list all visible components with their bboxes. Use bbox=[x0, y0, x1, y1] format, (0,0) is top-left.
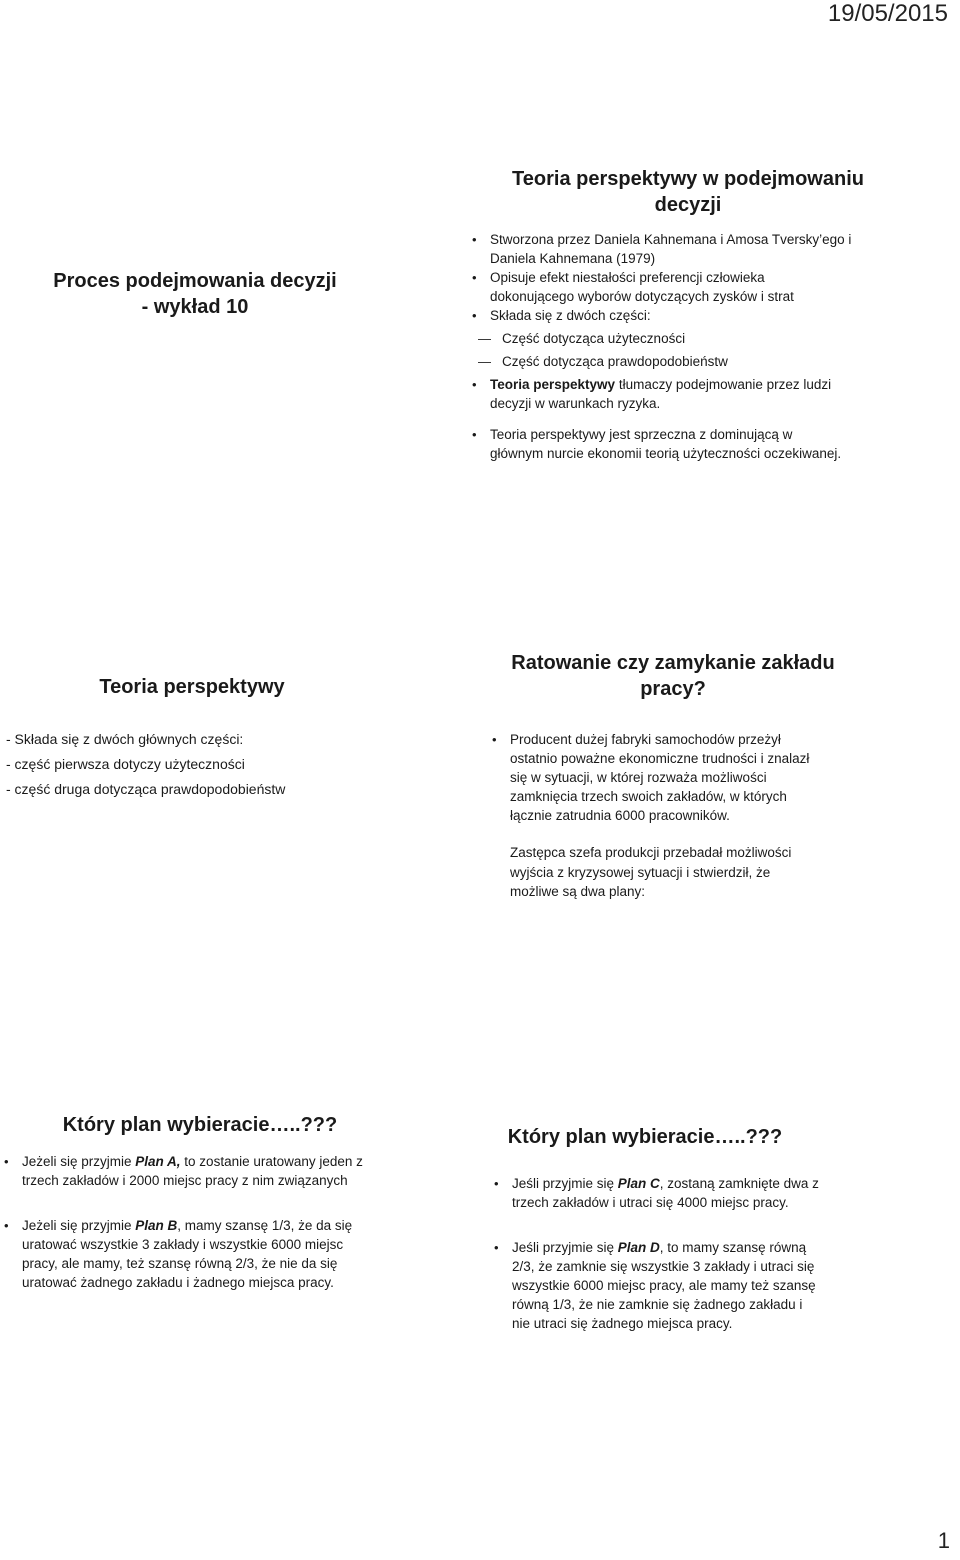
list-item: • Teoria perspektywy jest sprzeczna z dominującą w głównym nurcie ekonomii teorią użyteczności oczekiwanej. bbox=[468, 425, 948, 463]
slide-4-bullets bbox=[488, 730, 928, 825]
list-item: • Stworzona przez Daniela Kahnemana i Amosa Tversky’ego i Daniela Kahnemana (1979) bbox=[468, 230, 948, 268]
list-item: • Składa się z dwóch części: bbox=[468, 306, 948, 325]
page-number: 1 bbox=[937, 1528, 950, 1553]
slide-4-title: Ratowanie czy zamykanie zakładu pracy? bbox=[511, 652, 835, 700]
list-item: • Jeżeli się przyjmie Plan B, mamy szansę 1/3, że da się uratować wszystkie 3 zakłady i wszystkie 6000 miejsc pracy, ale mamy, też szansę równą 2/3, że nie da się uratować żadnego zakładu i żadnego miejsca pracy. bbox=[0, 1216, 420, 1292]
list-item: - część pierwsza dotyczy użyteczności bbox=[6, 756, 245, 772]
slide-2-bullets bbox=[468, 230, 948, 463]
slide-5-bullets bbox=[0, 1152, 420, 1292]
slide-4 bbox=[488, 650, 928, 902]
list-item: • Producent dużej fabryki samochodów przeżył ostatnio poważne ekonomiczne trudności i znalazł się w sytuacji, w której rozważa możliwości zamknięcia trzech swoich zakładów, w których łącznie zatrudnia 6000 pracowników. bbox=[488, 730, 928, 825]
list-item: - Składa się z dwóch głównych części: bbox=[6, 731, 244, 747]
list-item: • Teoria perspektywy tłumaczy podejmowanie przez ludzi decyzji w warunkach ryzyka. bbox=[468, 375, 948, 413]
slide-5 bbox=[0, 1112, 420, 1292]
sub-list-item: — Część dotycząca użyteczności bbox=[468, 329, 948, 348]
slide-3-list bbox=[0, 728, 384, 800]
slide-3-title: Teoria perspektywy bbox=[99, 676, 285, 698]
slide-6-title: Który plan wybieracie…..??? bbox=[507, 1126, 783, 1148]
slide-6-bullets bbox=[490, 1174, 930, 1333]
list-item: - część druga dotycząca prawdopodobieństw bbox=[6, 781, 286, 797]
list-item: • Jeśli przyjmie się Plan D, to mamy szansę równą 2/3, że zamknie się wszystkie 3 zakłady i utraci się wszystkie 6000 miejsc pracy, ale mamy też szansę równą 1/3, że nie zamknie się żadnego zakładu i nie utraci się żadnego miejsca pracy. bbox=[490, 1238, 930, 1333]
sub-list-item: — Część dotycząca prawdopodobieństw bbox=[468, 352, 948, 371]
slide-3 bbox=[0, 674, 384, 800]
slide-4-paragraph: Zastępca szefa produkcji przebadał możliwości wyjścia z kryzysowej sytuacji i stwierdził, że możliwe są dwa plany: bbox=[510, 845, 792, 899]
slide-2-title: Teoria perspektywy w podejmowaniu decyzji bbox=[512, 168, 864, 216]
slide-1-title: Proces podejmowania decyzji - wykład 10 bbox=[53, 270, 337, 318]
slide-6 bbox=[490, 1124, 930, 1333]
list-item: • Jeśli przyjmie się Plan C, zostaną zamknięte dwa z trzech zakładów i utraci się 4000 miejsc pracy. bbox=[490, 1174, 930, 1212]
slide-5-title: Który plan wybieracie…..??? bbox=[62, 1114, 338, 1136]
print-date: 19/05/2015 bbox=[827, 0, 948, 27]
list-item: • Opisuje efekt niestałości preferencji człowieka dokonującego wyborów dotyczących zysków i strat bbox=[468, 268, 948, 306]
list-item: • Jeżeli się przyjmie Plan A, to zostanie uratowany jeden z trzech zakładów i 2000 miejsc pracy z nim związanych bbox=[0, 1152, 420, 1190]
slide-2 bbox=[468, 166, 948, 463]
slide-1 bbox=[30, 268, 360, 320]
